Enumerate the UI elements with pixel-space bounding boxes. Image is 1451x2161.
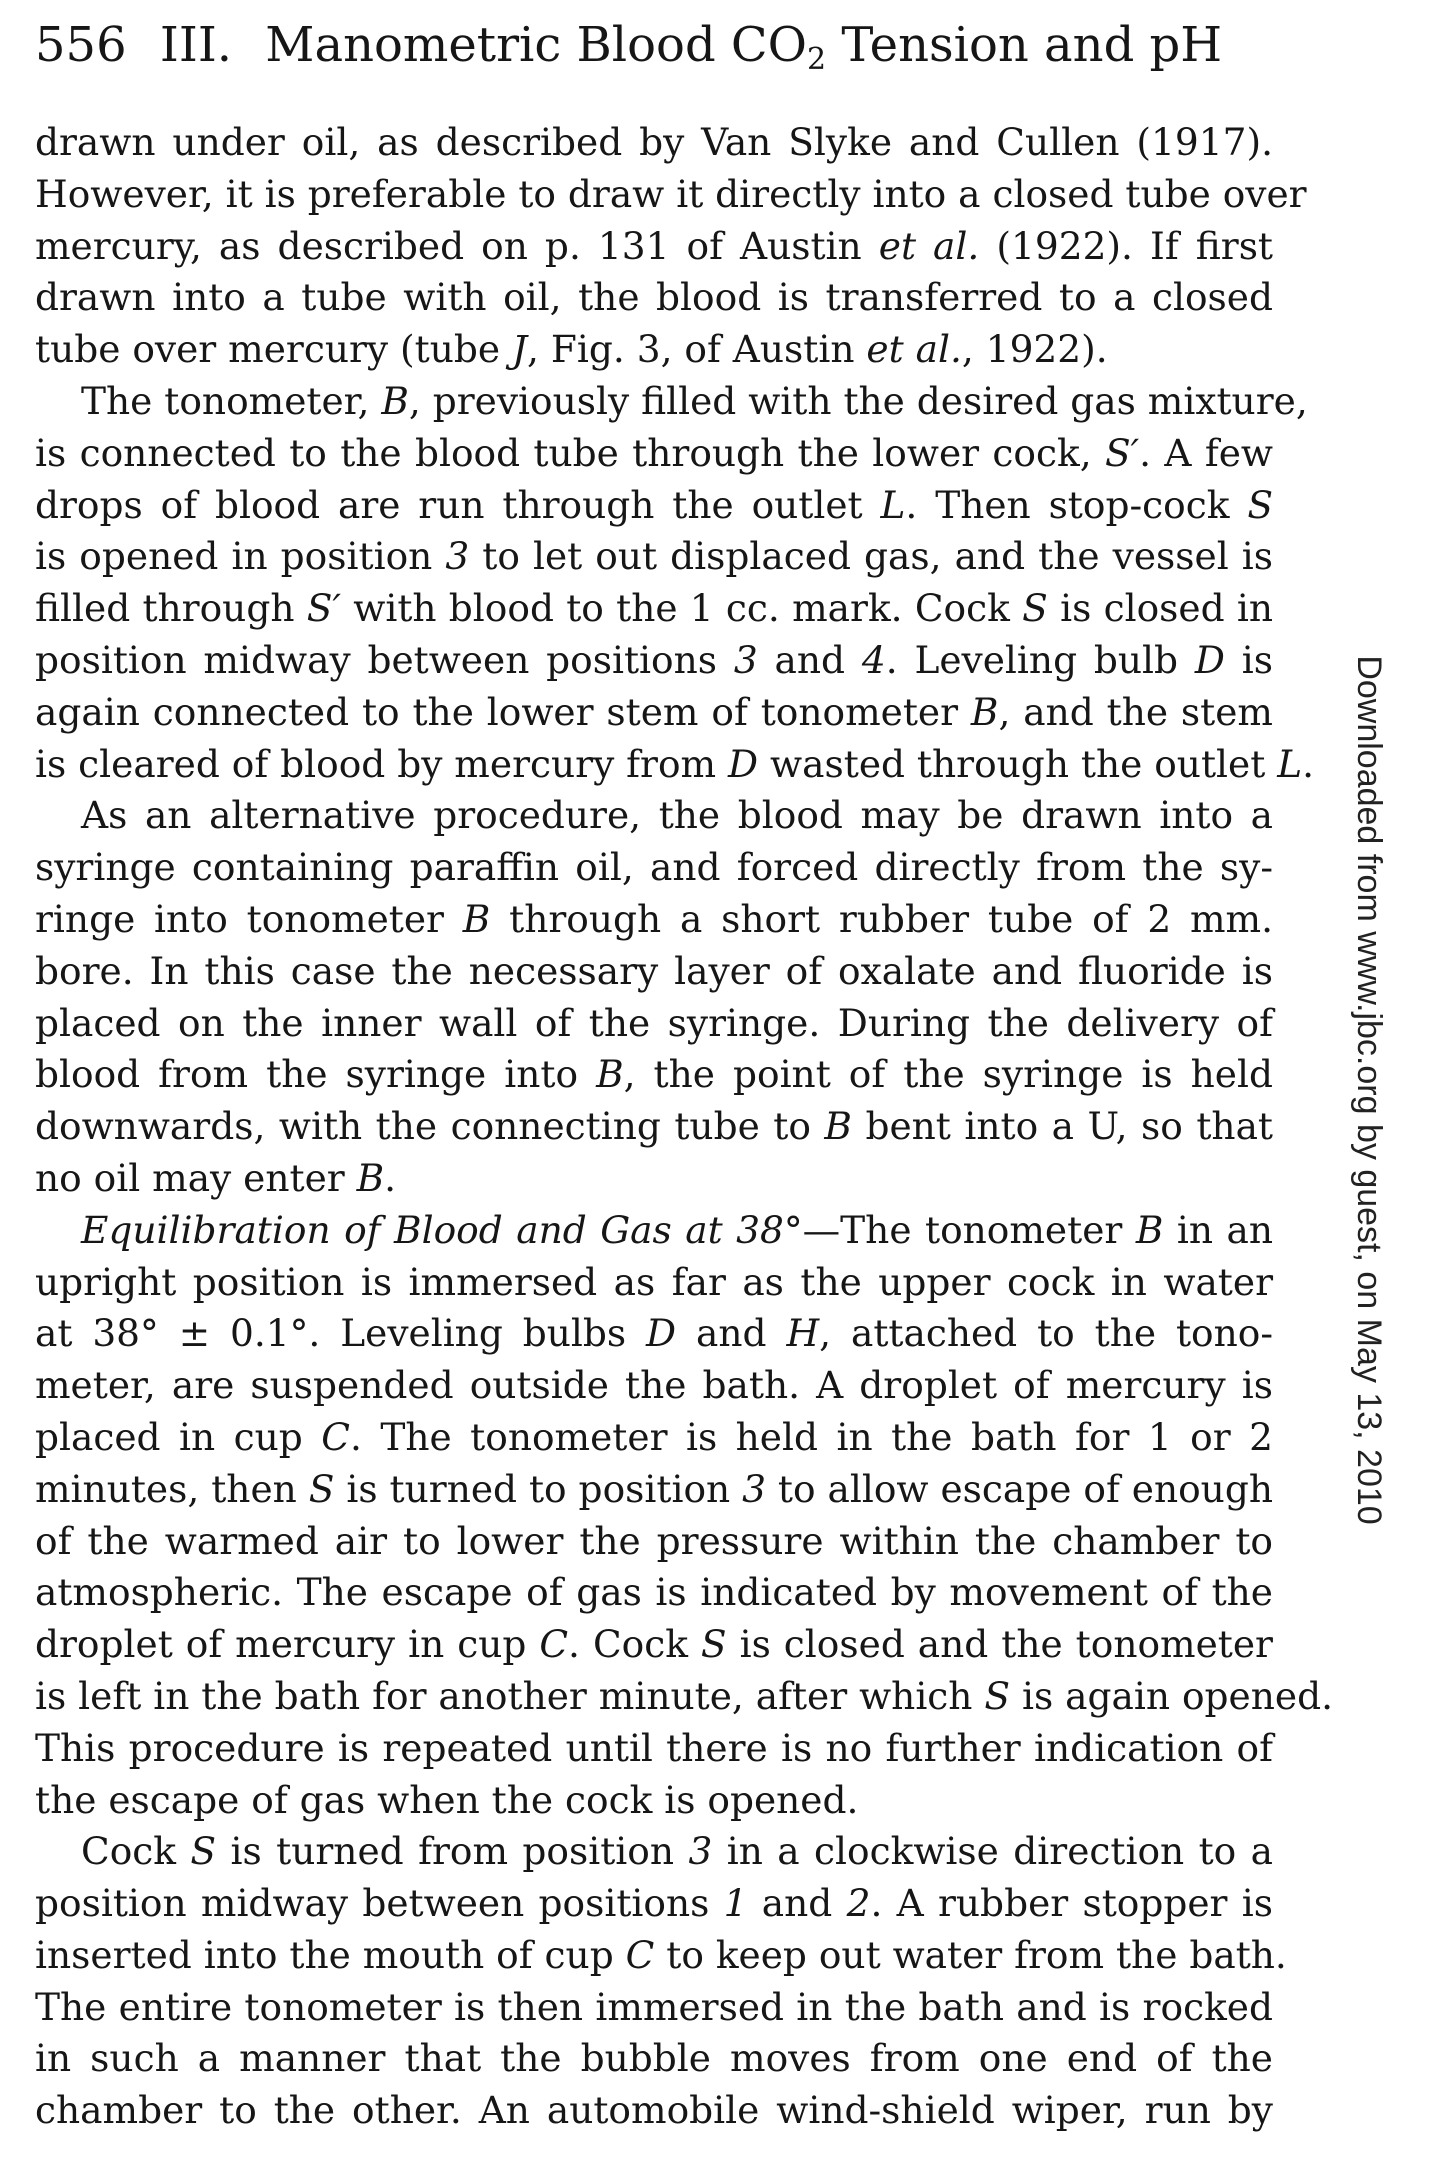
text-line (35, 272, 1273, 324)
text-segment: atmospheric. The escape of gas is indicated by movement of the (35, 1570, 1273, 1615)
italic-text: C (539, 1622, 569, 1667)
italic-text: B (970, 689, 999, 734)
text-segment: is turned from position (216, 1829, 689, 1874)
italic-text: C (625, 1932, 655, 1977)
italic-text: 4 (861, 637, 886, 682)
text-line (35, 1826, 1273, 1878)
body-text (35, 117, 1334, 2137)
text-line (35, 1412, 1273, 1464)
text-segment: of the warmed air to lower the pressure within the chamber to (35, 1518, 1273, 1563)
italic-text: S (1022, 586, 1048, 631)
text-segment: the escape of gas when the cock is opened. (35, 1777, 859, 1822)
text-segment: . The tonometer is held in the bath for 1 or 2 (349, 1414, 1273, 1459)
text-segment: minutes, then (35, 1466, 309, 1511)
text-segment: in an (1163, 1207, 1274, 1252)
text-line (35, 1723, 1273, 1775)
text-line (35, 583, 1273, 635)
section-number: III. (159, 17, 233, 73)
text-segment: is (1224, 637, 1274, 682)
text-segment: is opened in position (35, 534, 446, 579)
italic-text: S (308, 1466, 335, 1511)
text-segment: is turned to position (334, 1466, 743, 1511)
text-line (35, 1464, 1273, 1516)
text-segment: , previously filled with the desired gas mixture, (408, 378, 1308, 423)
text-segment: and (757, 637, 862, 682)
text-segment: meter, are suspended outside the bath. A droplet of mercury is (35, 1363, 1273, 1408)
text-segment: position midway between positions (35, 1881, 724, 1926)
text-line (35, 739, 1315, 791)
text-line (35, 1516, 1273, 1568)
italic-text: S (1247, 482, 1274, 527)
italic-text: B (596, 1052, 624, 1097)
text-line (35, 1930, 1287, 1982)
text-segment: to keep out water from the bath. (654, 1932, 1287, 1977)
text-line (35, 946, 1273, 998)
text-segment: chamber to the other. An automobile wind-shield wiper, run by (35, 2088, 1273, 2133)
italic-text: B (381, 378, 409, 423)
italic-text: S (190, 1829, 217, 1874)
text-line (35, 1153, 1273, 1205)
text-line (35, 1671, 1334, 1723)
text-segment: through a short rubber tube of 2 mm. (490, 896, 1274, 941)
text-line (35, 1257, 1273, 1309)
text-segment: . A rubber stopper is (870, 1881, 1273, 1926)
italic-text: 3 (733, 637, 758, 682)
text-segment: . Then stop-cock (905, 482, 1248, 527)
text-segment: Cock (81, 1829, 191, 1874)
text-line (35, 790, 1273, 842)
text-segment: , 1922). (961, 327, 1108, 372)
text-segment: downwards, with the connecting tube to (35, 1104, 825, 1149)
text-line (35, 1049, 1273, 1101)
text-line (35, 1619, 1273, 1671)
italic-text: C (321, 1414, 350, 1459)
text-line (35, 1360, 1273, 1412)
text-segment: droplet of mercury in cup (35, 1622, 540, 1667)
text-segment: , and the stem (998, 689, 1273, 734)
text-segment: inserted into the mouth of cup (35, 1932, 626, 1977)
text-segment: to allow escape of enough (765, 1466, 1273, 1511)
running-title-main: Manometric Blood CO (265, 17, 808, 73)
text-segment: . Cock (568, 1622, 701, 1667)
text-segment: syringe containing paraffin oil, and forced directly from the sy- (35, 845, 1273, 890)
italic-text: S (984, 1673, 1011, 1718)
text-segment: ringe into tonometer (35, 896, 463, 941)
text-line (35, 1205, 1273, 1257)
text-segment: is connected to the blood tube through the lower cock, (35, 430, 1105, 475)
text-segment: placed on the inner wall of the syringe. During the delivery of (35, 1000, 1273, 1045)
italic-text: J (511, 327, 528, 372)
text-segment: . (384, 1155, 397, 1200)
running-title-subscript: 2 (807, 42, 827, 77)
text-segment: The entire tonometer is then immersed in the bath and is rocked (35, 1984, 1273, 2029)
italic-text: 3 (688, 1829, 713, 1874)
text-segment: tube over mercury (tube (35, 327, 512, 372)
running-title (265, 17, 1223, 77)
text-segment: . (1302, 741, 1315, 786)
text-segment: wasted through the outlet (758, 741, 1278, 786)
italic-text: 3 (445, 534, 470, 579)
text-segment: upright position is immersed as far as the upper cock in water (35, 1259, 1273, 1304)
italic-text: et al. (878, 223, 980, 268)
text-line (35, 687, 1273, 739)
text-line (35, 221, 1273, 273)
italic-text: D (646, 1311, 677, 1356)
running-title-tail: Tension and pH (826, 17, 1223, 73)
italic-text: B (824, 1104, 852, 1149)
text-segment: However, it is preferable to draw it directly into a closed tube over (35, 171, 1307, 216)
text-line (35, 480, 1273, 532)
text-segment: , attached to the tono- (819, 1311, 1273, 1356)
text-line (35, 324, 1273, 376)
text-segment: filled through (35, 586, 307, 631)
text-line (35, 169, 1307, 221)
text-line (35, 998, 1273, 1050)
text-segment: drops of blood are run through the outlet (35, 482, 881, 527)
text-segment: As an alternative procedure, the blood may be drawn into a (81, 793, 1273, 838)
text-segment: is closed in (1047, 586, 1273, 631)
italic-text: et al. (866, 327, 962, 372)
text-line (35, 1308, 1273, 1360)
italic-text: 3 (742, 1466, 766, 1511)
text-segment: and (747, 1881, 847, 1926)
text-line (35, 1982, 1273, 2034)
text-line (35, 117, 1273, 169)
text-line (35, 1775, 1273, 1827)
italic-text: B (356, 1155, 385, 1200)
italic-text: 2 (846, 1881, 871, 1926)
italic-text: B (462, 896, 491, 941)
text-segment: no oil may enter (35, 1155, 357, 1200)
text-line (35, 376, 1308, 428)
text-segment: bore. In this case the necessary layer of oxalate and fluoride is (35, 948, 1273, 993)
text-segment: drawn into a tube with oil, the blood is transferred to a closed (35, 275, 1273, 320)
text-segment: , the point of the syringe is held (623, 1052, 1273, 1097)
download-watermark: Downloaded from www.jbc.org by guest, on May 13, 2010 (1350, 655, 1388, 1525)
running-head (35, 14, 1222, 76)
text-segment: is again opened. (1010, 1673, 1334, 1718)
text-line (35, 1101, 1273, 1153)
text-segment: position midway between positions (35, 637, 734, 682)
text-line (35, 428, 1273, 480)
text-segment: placed in cup (35, 1414, 322, 1459)
text-segment: again connected to the lower stem of tonometer (35, 689, 971, 734)
text-segment: in such a manner that the bubble moves from one end of the (35, 2036, 1273, 2081)
italic-text: Equilibration of Blood and Gas at 38° (81, 1207, 803, 1252)
page-number: 556 (35, 17, 127, 73)
italic-text: L (1277, 741, 1303, 786)
text-segment: This procedure is repeated until there is no further indication of (35, 1725, 1273, 1770)
italic-text: D (1194, 637, 1225, 682)
text-line (35, 1567, 1273, 1619)
text-segment: at 38° ± 0.1°. Leveling bulbs (35, 1311, 647, 1356)
text-segment: drawn under oil, as described by Van Slyke and Cullen (1917). (35, 120, 1273, 164)
text-segment: blood from the syringe into (35, 1052, 597, 1097)
text-segment: . A few (1139, 430, 1273, 475)
text-line (35, 531, 1273, 583)
text-line (35, 2033, 1273, 2085)
text-segment: is left in the bath for another minute, after which (35, 1673, 985, 1718)
italic-text: D (728, 741, 759, 786)
text-segment: (1922). If first (979, 223, 1274, 268)
italic-text: 1 (723, 1881, 748, 1926)
text-line (35, 2085, 1273, 2137)
italic-text: S (700, 1622, 727, 1667)
italic-text: S′ (306, 586, 341, 631)
italic-text: L (880, 482, 906, 527)
text-segment: , Fig. 3, of Austin (527, 327, 867, 372)
italic-text: S′ (1104, 430, 1140, 475)
text-segment: in a clockwise direction to a (712, 1829, 1274, 1874)
text-line (35, 1878, 1273, 1930)
text-segment: with blood to the 1 cc. mark. Cock (340, 586, 1023, 631)
text-segment: mercury, as described on p. 131 of Austin (35, 223, 879, 268)
text-segment: . Leveling bulb (885, 637, 1195, 682)
text-segment: is closed and the tonometer (726, 1622, 1273, 1667)
text-line (35, 842, 1273, 894)
text-segment: is cleared of blood by mercury from (35, 741, 729, 786)
text-segment: and (676, 1311, 787, 1356)
italic-text: B (1135, 1207, 1164, 1252)
text-line (35, 635, 1273, 687)
text-line (35, 894, 1273, 946)
text-segment: —The tonometer (802, 1207, 1136, 1252)
text-segment: The tonometer, (81, 378, 382, 423)
italic-text: H (786, 1311, 820, 1356)
text-segment: to let out displaced gas, and the vessel is (469, 534, 1273, 579)
text-segment: bent into a U, so that (851, 1104, 1274, 1149)
